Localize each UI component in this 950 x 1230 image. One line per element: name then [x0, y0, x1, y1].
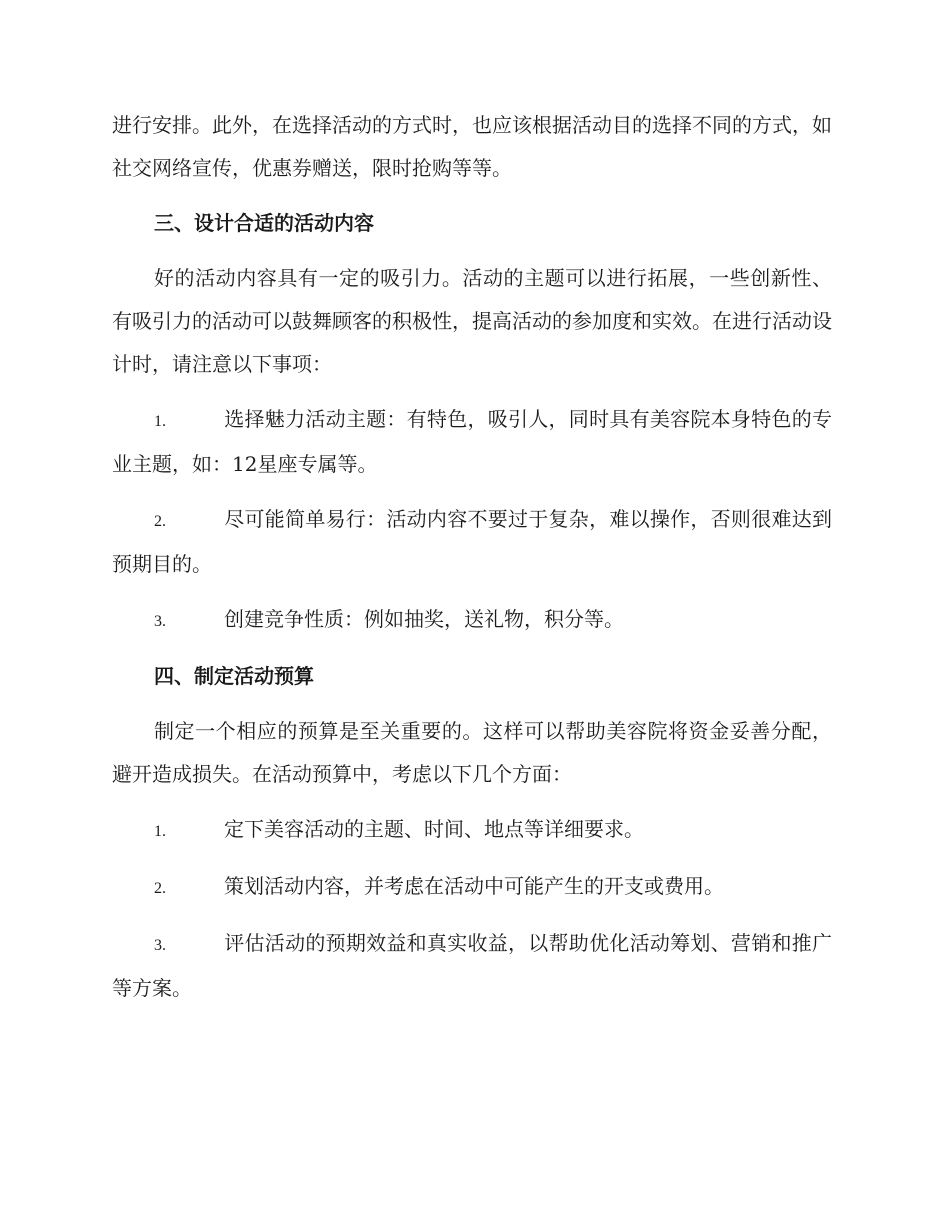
list-item-number: 1.	[154, 413, 166, 430]
list-item-text: 尽可能简单易行：活动内容不要过于复杂，难以操作，否则很难达到预期目的。	[112, 507, 832, 576]
list-item-text: 评估活动的预期效益和真实收益，以帮助优化活动筹划、营销和推广等方案。	[112, 931, 832, 1000]
document-body	[112, 104, 832, 1022]
section-4-paragraph: 制定一个相应的预算是至关重要的。这样可以帮助美容院将资金妥善分配，避开造成损失。在活动预算中，考虑以下几个方面：	[112, 719, 832, 786]
list-item	[112, 398, 832, 486]
section-3-heading: 三、设计合适的活动内容	[154, 211, 374, 235]
list-item-text: 选择魅力活动主题：有特色，吸引人，同时具有美容院本身特色的专业主题，如：12星座专属等。	[112, 407, 832, 476]
list-item-number: 1.	[154, 823, 166, 840]
list-item-number: 2.	[154, 513, 166, 530]
list-item-text: 定下美容活动的主题、时间、地点等详细要求。	[224, 817, 644, 841]
list-item-number: 2.	[154, 880, 166, 897]
list-item-text: 策划活动内容，并考虑在活动中可能产生的开支或费用。	[224, 874, 724, 898]
list-item	[112, 598, 832, 643]
section-3-paragraph: 好的活动内容具有一定的吸引力。活动的主题可以进行拓展，一些创新性、有吸引力的活动可以鼓舞顾客的积极性，提高活动的参加度和实效。在进行活动设计时，请注意以下事项：	[112, 266, 832, 376]
list-item	[112, 922, 832, 1010]
intro-continuation-paragraph: 进行安排。此外，在选择活动的方式时，也应该根据活动目的选择不同的方式，如社交网络宣传，优惠券赠送，限时抢购等等。	[112, 113, 832, 180]
list-item-number: 3.	[154, 613, 166, 630]
list-item	[112, 808, 832, 853]
list-item	[112, 865, 832, 910]
list-item	[112, 498, 832, 586]
list-item-text: 创建竞争性质：例如抽奖，送礼物，积分等。	[224, 607, 624, 631]
section-4-heading: 四、制定活动预算	[154, 664, 314, 688]
list-item-number: 3.	[154, 937, 166, 954]
